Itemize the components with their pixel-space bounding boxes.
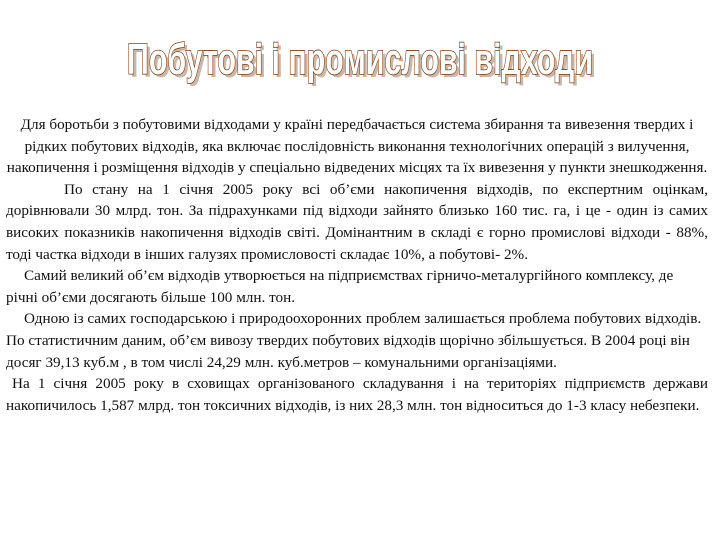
title-svg: [0, 30, 720, 90]
slide-title-wordart: [0, 30, 720, 90]
paragraph-waste-system: Для боротьби з побутовими відходами у країні передбачається система збирання та вивезення твердих і рідких побутових відходів, яка включає послідовність виконання технологічних операцій з вилучення, накопичення і розміщення відходів у спеціально відведених місцях та їх вивезення у пункти знешкодження.: [6, 116, 708, 177]
paragraph-mining-volume: Самий великий об’єм відходів утворюється на підприємствах гірничо-металургійного комплексу, де річні об’єми досягають більше 100 млн. тон.: [6, 267, 674, 306]
page-title: Побутові і промислові відходи: [127, 35, 593, 84]
body-text: [6, 114, 708, 416]
title-shadow-text: Побутові і промислові відходи: [130, 38, 596, 87]
paragraph-toxic-waste: На 1 січня 2005 року в сховищах організованого складування і на територіях підприємств держави накопичилось 1,587 млрд. тон токсичних відходів, із них 28,3 млн. тон відноситься до 1-3 класу небезпеки.: [6, 375, 708, 414]
paragraph-household-waste: Одною із самих господарською і природоохоронних проблем залишається проблема побутових відходів. По статистичним даним, об’єм вивозу твердих побутових відходів щорічно збільшується. В 2004 році він досяг 39,13 куб.м , в том числі 24,29 млн. куб.метров – комунальними організаціями.: [6, 310, 702, 371]
paragraph-accumulation-2005: По стану на 1 січня 2005 року всі об’єми накопичення відходів, по експертним оцінкам, дорівнювали 30 млрд. тон. За підрахунками під відходи зайнято близько 160 тис. га, і це - один із самих високих показників накопичення відходів світі. Домінантним в складі є горно промислові відходи - 88%, тоді частка відходи в інших галузях промисловості складає 10%, а побутові- 2%.: [6, 180, 708, 263]
